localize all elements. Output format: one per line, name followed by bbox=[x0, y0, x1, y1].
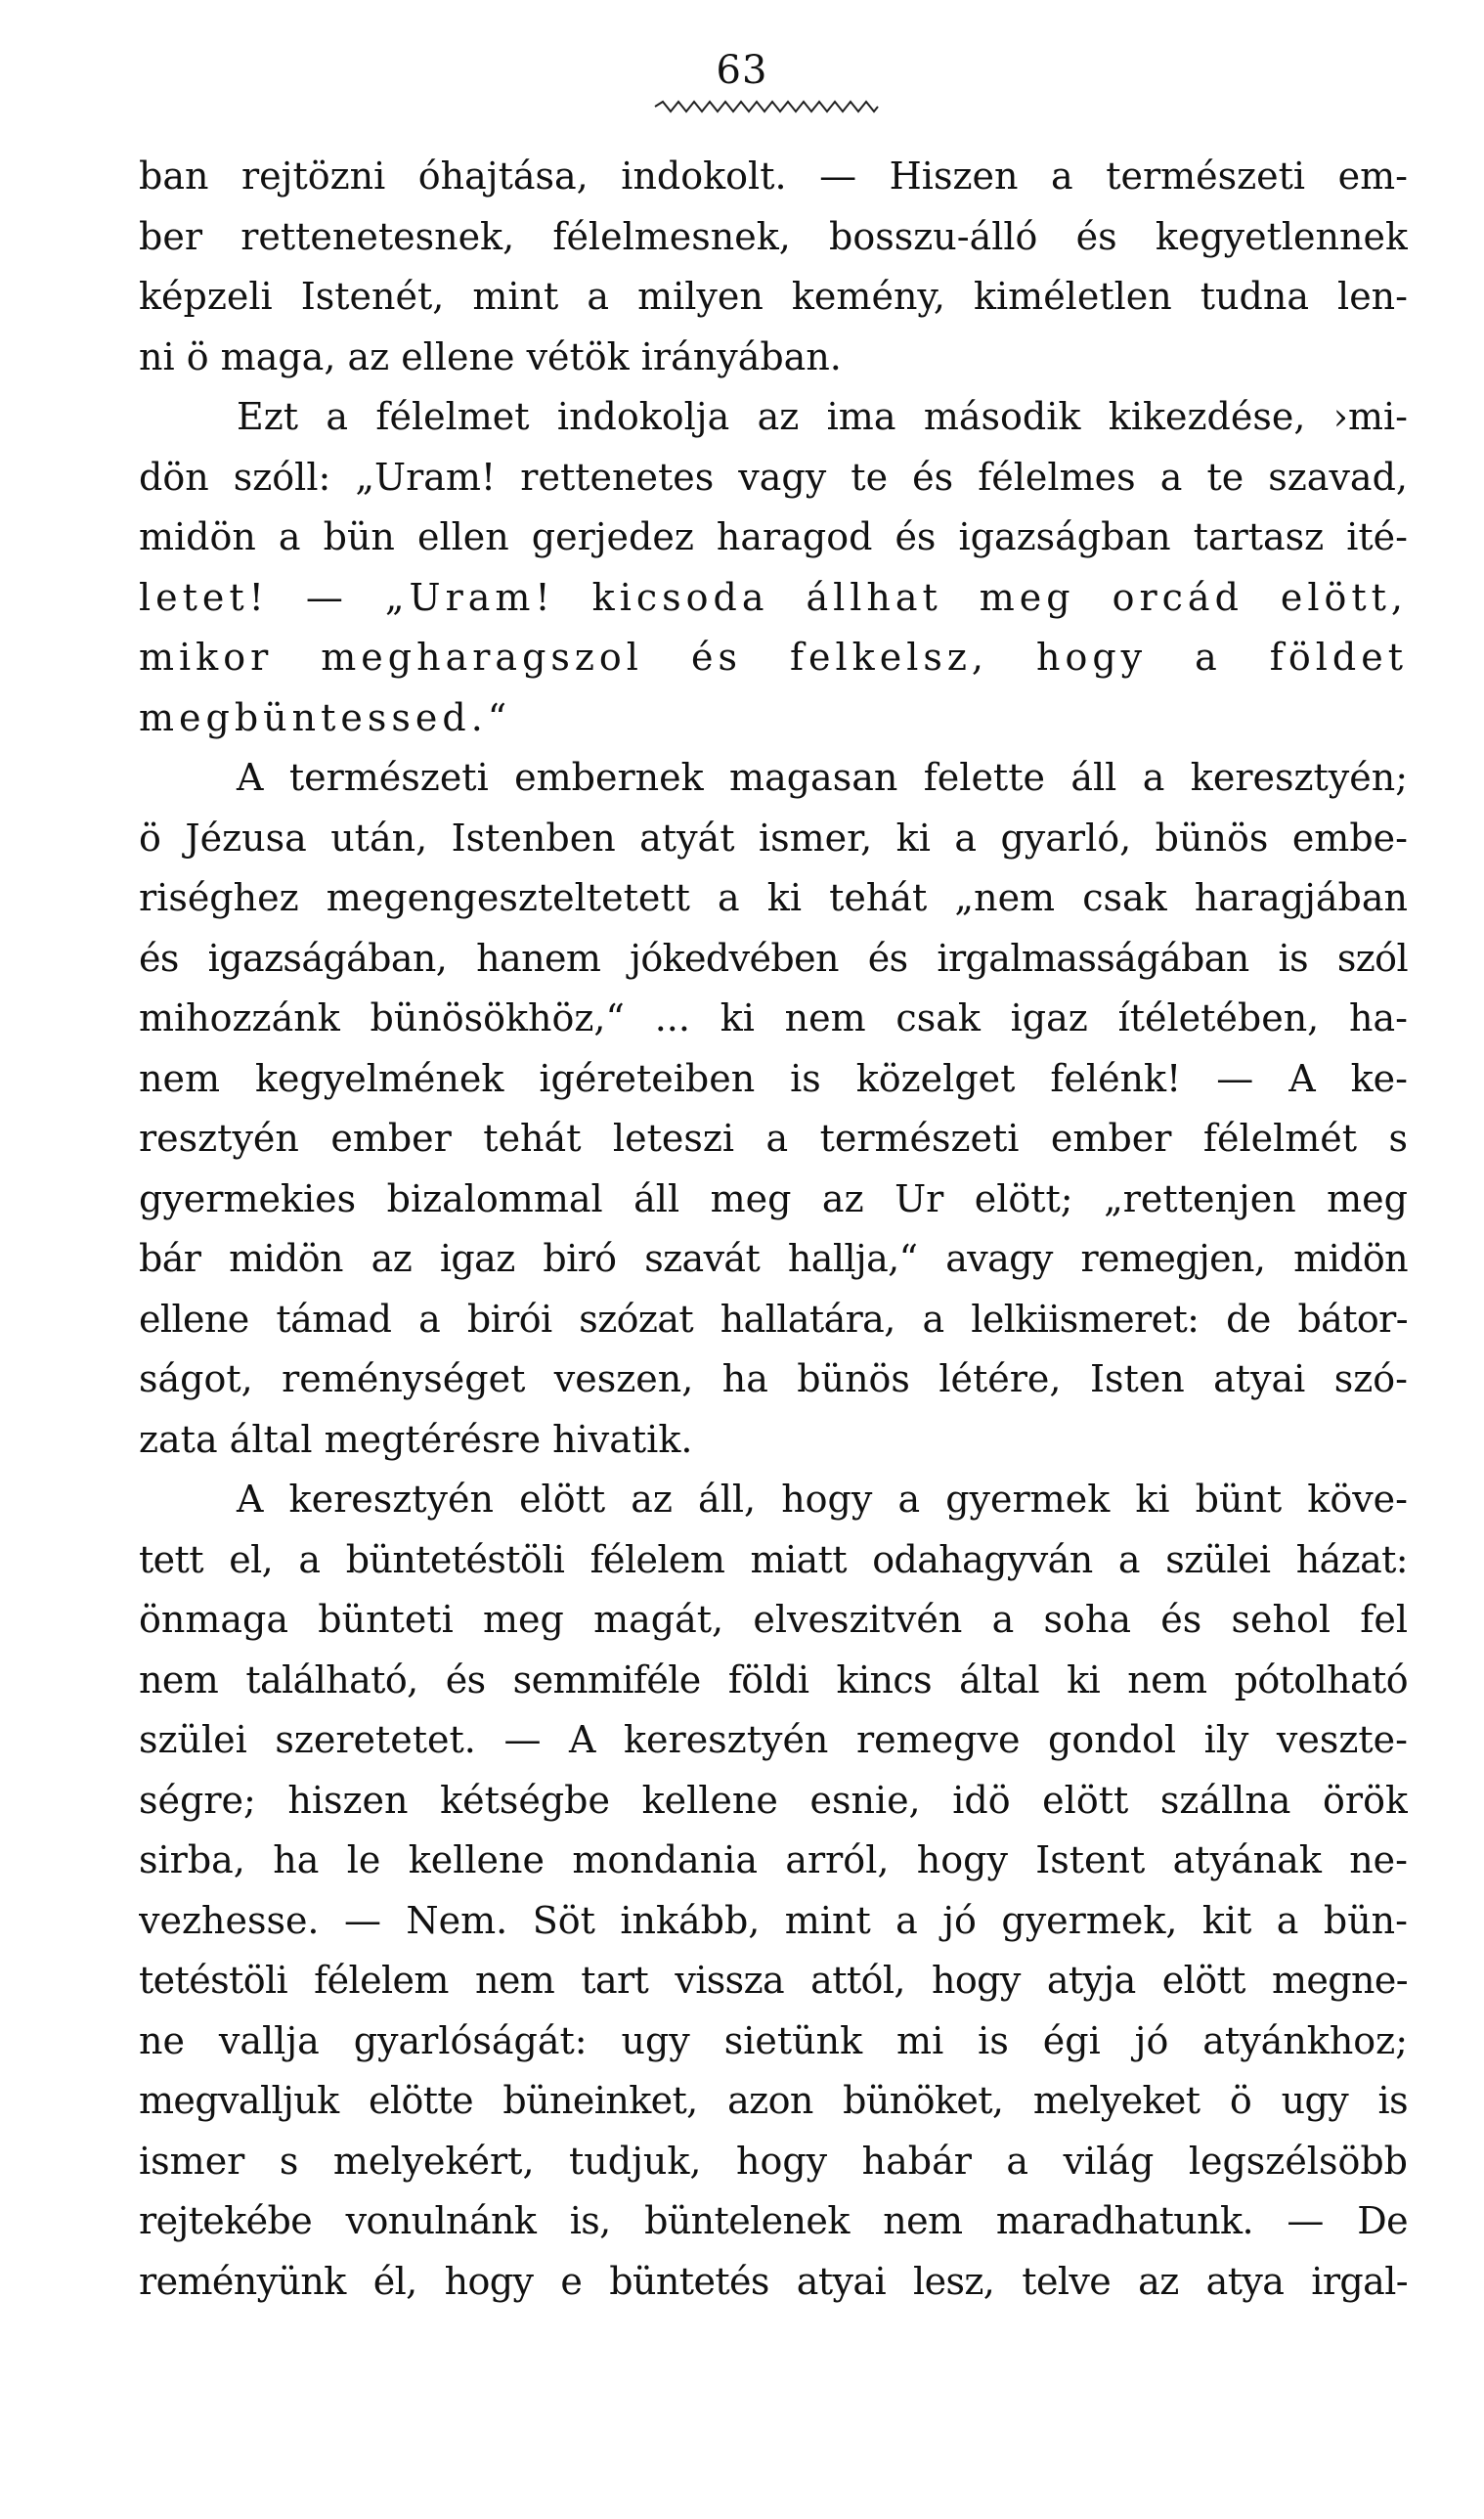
page-number: 63 bbox=[716, 48, 768, 93]
text-line: A természeti embernek magasan felette áll a keresztyén; bbox=[237, 756, 1408, 799]
text-line: és igazságában, hanem jókedvében és irgalmasságában is szól bbox=[139, 936, 1408, 980]
text-line: tetéstöli félelem nem tart vissza attól, hogy atyja elött megne- bbox=[139, 1959, 1408, 2002]
text-line: zata által megtérésre hivatik. bbox=[139, 1417, 693, 1461]
text-line: ber rettenetesnek, félelmesnek, bosszu-álló és kegyetlennek bbox=[139, 214, 1408, 258]
wavy-ornament bbox=[653, 100, 880, 113]
text-line: vezhesse. — Nem. Söt inkább, mint a jó gyermek, kit a bün- bbox=[139, 1898, 1408, 1942]
text-line: riséghez megengeszteltetett a ki tehát „nem csak haragjában bbox=[139, 876, 1408, 919]
text-line: ni ö maga, az ellene vétök irányában. bbox=[139, 334, 842, 378]
text-line: sirba, ha le kellene mondania arról, hogy Istent atyának ne- bbox=[139, 1838, 1408, 1881]
text-line: letet! — „Uram! kicsoda állhat meg orcád elött, bbox=[139, 575, 1408, 619]
text-line: tett el, a büntetéstöli félelem miatt odahagyván a szülei házat: bbox=[139, 1537, 1408, 1581]
text-line: rejtekébe vonulnánk is, büntelenek nem maradhatunk. — De bbox=[139, 2199, 1408, 2242]
text-line: mihozzánk bünösökhöz,“ ... ki nem csak igaz ítéletében, ha- bbox=[139, 996, 1408, 1039]
text-line: midön a bün ellen gerjedez haragod és igazságban tartasz ité- bbox=[139, 515, 1408, 558]
text-line: A keresztyén elött az áll, hogy a gyermek ki bünt köve- bbox=[237, 1478, 1408, 1521]
text-line: dön szóll: „Uram! rettenetes vagy te és félelmes a te szavad, bbox=[139, 455, 1408, 499]
text-line: ságot, reménységet veszen, ha bünös létére, Isten atyai szó- bbox=[139, 1357, 1408, 1400]
text-line: megbüntessed.“ bbox=[139, 695, 512, 739]
text-line: ségre; hiszen kétségbe kellene esnie, idö elött szállna örök bbox=[139, 1778, 1408, 1822]
text-line: Ezt a félelmet indokolja az ima második kikezdése, ›mi- bbox=[237, 395, 1408, 438]
text-line: képzeli Istenét, mint a milyen kemény, kiméletlen tudna len- bbox=[139, 275, 1408, 318]
text-line: szülei szeretetet. — A keresztyén remegve gondol ily veszte- bbox=[139, 1718, 1408, 1761]
text-line: resztyén ember tehát leteszi a természeti ember félelmét s bbox=[139, 1117, 1408, 1160]
text-line: reményünk él, hogy e büntetés atyai lesz, telve az atya irgal- bbox=[139, 2259, 1408, 2303]
text-line: nem kegyelmének igéreteiben is közelget felénk! — A ke- bbox=[139, 1056, 1408, 1100]
text-line: ne vallja gyarlóságát: ugy sietünk mi is égi jó atyánkhoz; bbox=[139, 2018, 1408, 2062]
text-line: nem található, és semmiféle földi kincs által ki nem pótolható bbox=[139, 1657, 1408, 1701]
text-line: ellene támad a birói szózat hallatára, a lelkiismeret: de bátor- bbox=[139, 1297, 1408, 1341]
text-line: ö Jézusa után, Istenben atyát ismer, ki a gyarló, bünös embe- bbox=[139, 816, 1408, 860]
text-line: megvalljuk elötte büneinket, azon bünöket, melyeket ö ugy is bbox=[139, 2079, 1408, 2122]
text-line: gyermekies bizalommal áll meg az Ur elött; „rettenjen meg bbox=[139, 1176, 1408, 1220]
text-line: ban rejtözni óhajtása, indokolt. — Hiszen a természeti em- bbox=[139, 155, 1408, 198]
text-line: mikor megharagszol és felkelsz, hogy a földet bbox=[139, 636, 1408, 679]
text-line: önmaga bünteti meg magát, elveszitvén a soha és sehol fel bbox=[139, 1598, 1408, 1641]
body-text bbox=[139, 147, 1408, 2312]
text-line: bár midön az igaz biró szavát hallja,“ avagy remegjen, midön bbox=[139, 1237, 1408, 1280]
text-line: ismer s melyekért, tudjuk, hogy habár a világ legszélsöbb bbox=[139, 2139, 1408, 2183]
